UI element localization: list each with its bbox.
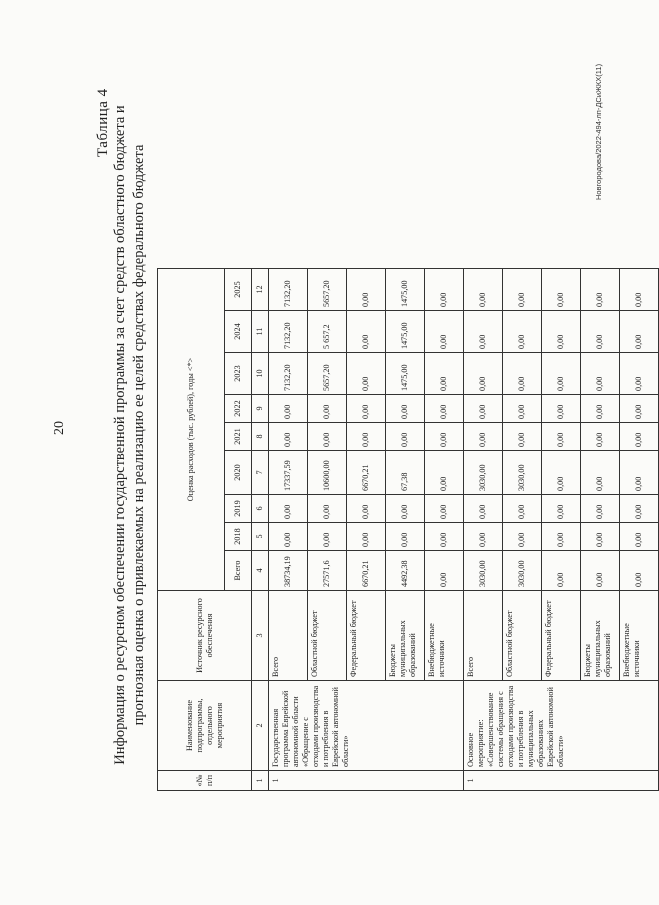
value-cell: 0,00 bbox=[347, 311, 386, 353]
value-cell: 0,00 bbox=[464, 523, 503, 551]
value-cell: 0,00 bbox=[386, 523, 425, 551]
header-name: Наименование подпрограммы, отдельного мероприятия bbox=[158, 681, 252, 771]
value-cell: 7132,20 bbox=[269, 353, 308, 395]
value-cell: 0,00 bbox=[620, 551, 659, 591]
column-number: 3 bbox=[252, 591, 269, 681]
resource-table bbox=[157, 268, 659, 791]
value-cell: 0,00 bbox=[464, 353, 503, 395]
value-cell: 0,00 bbox=[581, 523, 620, 551]
value-cell: 0,00 bbox=[581, 269, 620, 311]
value-cell: 0,00 bbox=[347, 523, 386, 551]
value-cell: 0,00 bbox=[542, 269, 581, 311]
funding-source: Федеральный бюджет bbox=[347, 591, 386, 681]
value-cell: 0,00 bbox=[581, 353, 620, 395]
value-cell: 0,00 bbox=[269, 523, 308, 551]
value-cell: 0,00 bbox=[425, 495, 464, 523]
value-cell: 0,00 bbox=[503, 423, 542, 451]
value-cell: 6670,21 bbox=[347, 451, 386, 495]
column-number: 5 bbox=[252, 523, 269, 551]
value-cell: 0,00 bbox=[542, 551, 581, 591]
value-cell: 0,00 bbox=[620, 311, 659, 353]
value-cell: 7132,20 bbox=[269, 311, 308, 353]
column-number: 2 bbox=[252, 681, 269, 771]
value-cell: 38734,19 bbox=[269, 551, 308, 591]
funding-source: Областной бюджет bbox=[308, 591, 347, 681]
value-cell: 0,00 bbox=[308, 395, 347, 423]
header-year-7: 2024 bbox=[225, 311, 252, 353]
value-cell: 0,00 bbox=[620, 523, 659, 551]
value-cell: 0,00 bbox=[386, 395, 425, 423]
value-cell: 0,00 bbox=[425, 551, 464, 591]
funding-source: Всего bbox=[464, 591, 503, 681]
header-num: «№ п/п bbox=[158, 771, 252, 791]
value-cell: 0,00 bbox=[425, 395, 464, 423]
value-cell: 27571,6 bbox=[308, 551, 347, 591]
column-numbers-row bbox=[252, 269, 269, 791]
value-cell: 0,00 bbox=[308, 423, 347, 451]
value-cell: 0,00 bbox=[542, 523, 581, 551]
table-row bbox=[464, 269, 503, 791]
value-cell: 0,00 bbox=[503, 523, 542, 551]
funding-source: Внебюджетные источники bbox=[425, 591, 464, 681]
value-cell: 0,00 bbox=[581, 423, 620, 451]
header-year-8: 2025 bbox=[225, 269, 252, 311]
value-cell: 0,00 bbox=[425, 269, 464, 311]
value-cell: 67,38 bbox=[386, 451, 425, 495]
value-cell: 0,00 bbox=[503, 353, 542, 395]
header-year-3: 2020 bbox=[225, 451, 252, 495]
header-year-5: 2022 bbox=[225, 395, 252, 423]
table-title-line-1: Информация о ресурсном обеспечении государственной программы за счет средств областного бюджета и bbox=[112, 105, 128, 765]
value-cell: 0,00 bbox=[347, 423, 386, 451]
header-year-1: 2018 bbox=[225, 523, 252, 551]
column-number: 6 bbox=[252, 495, 269, 523]
column-number: 4 bbox=[252, 551, 269, 591]
value-cell: 0,00 bbox=[542, 311, 581, 353]
value-cell: 0,00 bbox=[503, 495, 542, 523]
value-cell: 0,00 bbox=[620, 451, 659, 495]
header-year-0: Всего bbox=[225, 551, 252, 591]
value-cell: 0,00 bbox=[581, 395, 620, 423]
column-number: 11 bbox=[252, 311, 269, 353]
funding-source: Бюджеты муниципальных образований bbox=[386, 591, 425, 681]
value-cell: 6670,21 bbox=[347, 551, 386, 591]
value-cell: 7132,20 bbox=[269, 269, 308, 311]
funding-source: Внебюджетные источники bbox=[620, 591, 659, 681]
value-cell: 0,00 bbox=[425, 523, 464, 551]
program-name: Государственная программа Еврейской автономной области «Обращение с отходами производства и потребления в Еврейской автономной области» bbox=[269, 681, 464, 771]
value-cell: 5657,20 bbox=[308, 269, 347, 311]
value-cell: 0,00 bbox=[503, 269, 542, 311]
document-code: Новгородова/2022-494-лп-ДСиЖКХ(11) bbox=[594, 63, 603, 200]
header-year-4: 2021 bbox=[225, 423, 252, 451]
value-cell: 0,00 bbox=[386, 423, 425, 451]
value-cell: 0,00 bbox=[542, 423, 581, 451]
value-cell: 0,00 bbox=[581, 451, 620, 495]
value-cell: 0,00 bbox=[542, 451, 581, 495]
value-cell: 0,00 bbox=[620, 495, 659, 523]
value-cell: 0,00 bbox=[269, 495, 308, 523]
value-cell: 0,00 bbox=[464, 495, 503, 523]
value-cell: 3030,00 bbox=[503, 551, 542, 591]
value-cell: 0,00 bbox=[620, 353, 659, 395]
value-cell: 0,00 bbox=[542, 353, 581, 395]
column-number: 10 bbox=[252, 353, 269, 395]
page-number: 20 bbox=[52, 421, 67, 435]
header-source: Источник ресурсного обеспечения bbox=[158, 591, 252, 681]
header-year-2: 2019 bbox=[225, 495, 252, 523]
funding-source: Всего bbox=[269, 591, 308, 681]
value-cell: 0,00 bbox=[503, 311, 542, 353]
row-number: 1 bbox=[269, 771, 464, 791]
value-cell: 0,00 bbox=[386, 495, 425, 523]
value-cell: 0,00 bbox=[425, 423, 464, 451]
value-cell: 0,00 bbox=[269, 423, 308, 451]
value-cell: 0,00 bbox=[620, 269, 659, 311]
value-cell: 0,00 bbox=[308, 495, 347, 523]
value-cell: 0,00 bbox=[620, 423, 659, 451]
value-cell: 1475,00 bbox=[386, 269, 425, 311]
value-cell: 0,00 bbox=[542, 495, 581, 523]
column-number: 7 bbox=[252, 451, 269, 495]
table-title-line-2: прогнозная оценка о привлекаемых на реализацию ее целей средствах федерального бюджета bbox=[131, 144, 147, 726]
value-cell: 3030,00 bbox=[503, 451, 542, 495]
header-year-6: 2023 bbox=[225, 353, 252, 395]
value-cell: 0,00 bbox=[425, 353, 464, 395]
value-cell: 0,00 bbox=[308, 523, 347, 551]
value-cell: 1475,00 bbox=[386, 311, 425, 353]
column-number: 9 bbox=[252, 395, 269, 423]
value-cell: 0,00 bbox=[464, 423, 503, 451]
value-cell: 0,00 bbox=[581, 551, 620, 591]
value-cell: 0,00 bbox=[269, 395, 308, 423]
table-row bbox=[269, 269, 308, 791]
value-cell: 5 657,2 bbox=[308, 311, 347, 353]
value-cell: 0,00 bbox=[620, 395, 659, 423]
value-cell: 0,00 bbox=[464, 269, 503, 311]
value-cell: 0,00 bbox=[347, 495, 386, 523]
value-cell: 5657,20 bbox=[308, 353, 347, 395]
row-number: 1 bbox=[464, 771, 659, 791]
funding-source: Бюджеты муниципальных образований bbox=[581, 591, 620, 681]
value-cell: 0,00 bbox=[425, 311, 464, 353]
value-cell: 1475,00 bbox=[386, 353, 425, 395]
value-cell: 0,00 bbox=[425, 451, 464, 495]
value-cell: 3030,00 bbox=[464, 551, 503, 591]
funding-source: Федеральный бюджет bbox=[542, 591, 581, 681]
value-cell: 0,00 bbox=[581, 311, 620, 353]
value-cell: 0,00 bbox=[347, 269, 386, 311]
column-number: 1 bbox=[252, 771, 269, 791]
value-cell: 0,00 bbox=[581, 495, 620, 523]
value-cell: 4492,38 bbox=[386, 551, 425, 591]
value-cell: 0,00 bbox=[503, 395, 542, 423]
value-cell: 0,00 bbox=[347, 395, 386, 423]
value-cell: 17337,59 bbox=[269, 451, 308, 495]
table-label: Таблица 4 bbox=[95, 88, 111, 157]
program-name: Основное мероприятие: «Совершенствование системы обращения с отходами производства и потребления в муниципальных образованиях Еврейской автономной области» bbox=[464, 681, 659, 771]
value-cell: 0,00 bbox=[542, 395, 581, 423]
header-estimate: Оценка расходов (тыс. рублей), годы <*> bbox=[158, 269, 225, 591]
value-cell: 10600,00 bbox=[308, 451, 347, 495]
value-cell: 0,00 bbox=[347, 353, 386, 395]
funding-source: Областной бюджет bbox=[503, 591, 542, 681]
column-number: 12 bbox=[252, 269, 269, 311]
value-cell: 0,00 bbox=[464, 311, 503, 353]
column-number: 8 bbox=[252, 423, 269, 451]
value-cell: 3030,00 bbox=[464, 451, 503, 495]
value-cell: 0,00 bbox=[464, 395, 503, 423]
